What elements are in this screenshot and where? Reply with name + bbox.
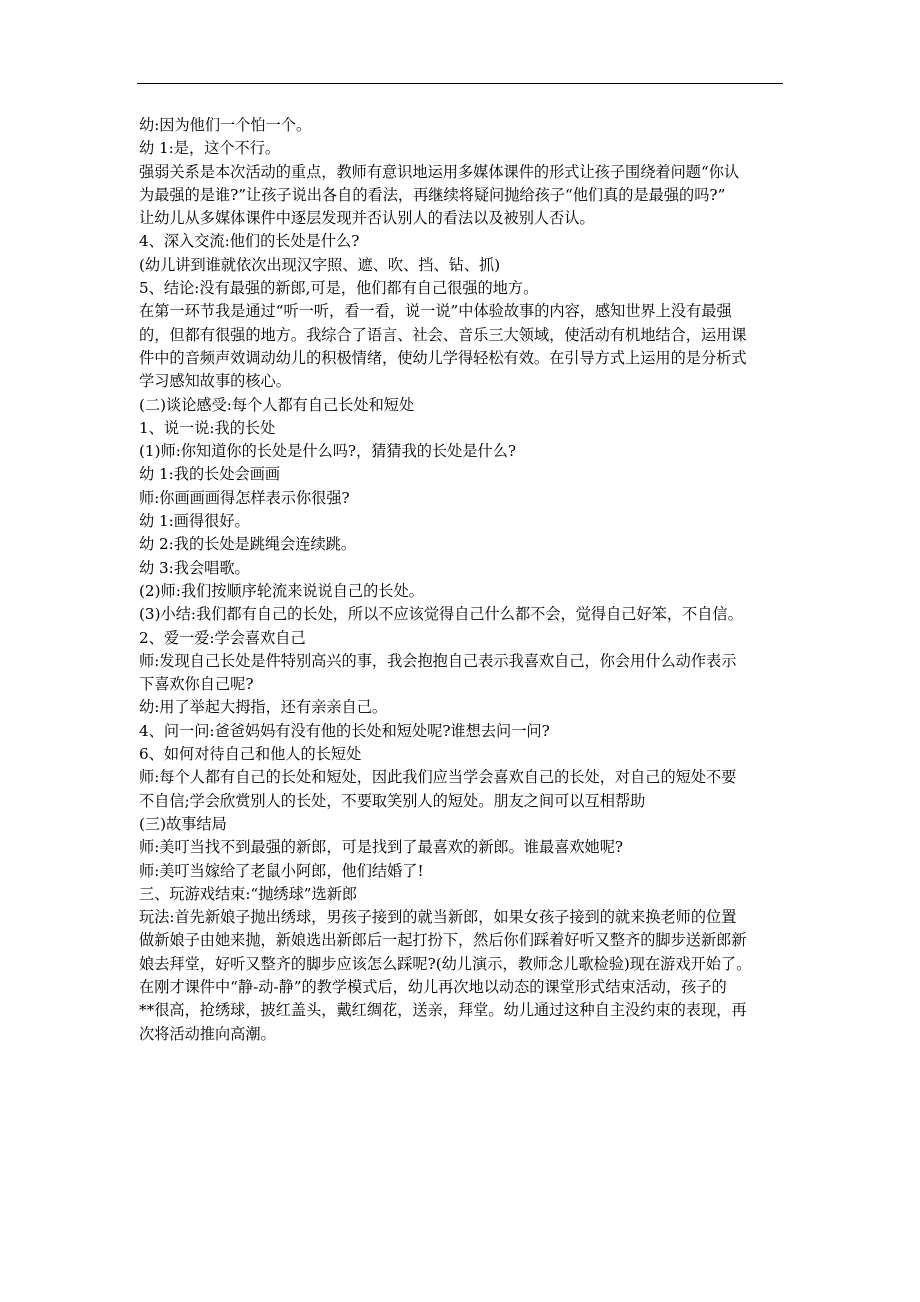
paragraph [139, 627, 787, 650]
paragraph [139, 510, 787, 533]
paragraph [139, 766, 787, 813]
text-line: **很高，抢绣球，披红盖头，戴红绸花，送亲，拜堂。幼儿通过这种自主没约束的表现，再 [139, 1001, 747, 1020]
paragraph [139, 300, 787, 393]
text-line: 4、问一问:爸爸妈妈有没有他的长处和短处呢?谁想去问一问? [139, 721, 550, 740]
text-line: 师:你画画画得怎样表示你很强? [139, 488, 350, 507]
paragraph [139, 603, 787, 626]
paragraph [139, 440, 787, 463]
text-line: 让幼儿从多媒体课件中逐层发现并否认别人的看法以及被别人否认。 [139, 209, 595, 228]
text-line: 幼 1:画得很好。 [139, 512, 250, 531]
text-line: 师:每个人都有自己的长处和短处，因此我们应当学会喜欢自己的长处，对自己的短处不要 [139, 768, 737, 787]
paragraph [139, 277, 787, 300]
text-line: 1、说一说:我的长处 [139, 418, 276, 437]
paragraph [139, 580, 787, 603]
paragraph [139, 557, 787, 580]
header-rule [137, 83, 783, 84]
paragraph [139, 813, 787, 836]
text-line: (1)师:你知道你的长处是什么吗?，猜猜我的长处是什么? [139, 442, 517, 461]
paragraph [139, 463, 787, 486]
paragraph [139, 114, 787, 137]
text-line: 师:美叮当嫁给了老鼠小阿郎，他们结婚了! [139, 861, 424, 880]
text-line: 学习感知故事的核心。 [139, 372, 291, 391]
text-line: (幼儿讲到谁就依次出现汉字照、遮、吹、挡、钻、抓) [139, 255, 501, 274]
text-line: 幼:用了举起大拇指，还有亲亲自己。 [139, 698, 388, 717]
paragraph [139, 137, 787, 160]
paragraph [139, 860, 787, 883]
text-line: 2、爱一爱:学会喜欢自己 [139, 628, 306, 647]
text-line: 为最强的是谁?”让孩子说出各自的看法，再继续将疑问抛给孩子“他们真的是最强的吗?” [139, 185, 726, 204]
paragraph [139, 836, 787, 859]
paragraph [139, 417, 787, 440]
text-line: 幼 1:我的长处会画画 [139, 465, 281, 484]
text-line: 三、玩游戏结束:“抛绣球”选新郎 [139, 884, 358, 903]
text-line: 强弱关系是本次活动的重点，教师有意识地运用多媒体课件的形式让孩子围绕着问题“你认 [139, 162, 740, 181]
text-line: 师:美叮当找不到最强的新郎，可是找到了最喜欢的新郎。谁最喜欢她呢? [139, 838, 624, 857]
text-line: 件中的音频声效调动幼儿的积极情绪，使幼儿学得轻松有效。在引导方式上运用的是分析式 [139, 348, 747, 367]
paragraph [139, 883, 787, 906]
text-line: 不自信;学会欣赏别人的长处，不要取笑别人的短处。朋友之间可以互相帮助 [139, 791, 646, 810]
document-body [139, 114, 787, 1046]
text-line: 在第一环节我是通过“听一听，看一看，说一说”中体验故事的内容，感知世界上没有最强 [139, 302, 732, 321]
text-line: 5、结论:没有最强的新郎,可是，他们都有自己很强的地方。 [139, 279, 539, 298]
paragraph [139, 533, 787, 556]
text-line: 在刚才课件中“静-动-静”的教学模式后，幼儿再次地以动态的课堂形式结束活动，孩子的 [139, 977, 727, 996]
text-line: 做新娘子由她来抛，新娘选出新郎后一起打扮下，然后你们踩着好听又整齐的脚步送新郎新 [139, 931, 747, 950]
text-line: 幼:因为他们一个怕一个。 [139, 116, 312, 134]
text-line: 师:发现自己长处是件特别高兴的事，我会抱抱自己表示我喜欢自己，你会用什么动作表示 [139, 651, 737, 670]
paragraph [139, 743, 787, 766]
text-line: 次将活动推向高潮。 [139, 1024, 276, 1043]
text-line: 幼 2:我的长处是跳绳会连续跳。 [139, 535, 357, 554]
text-line: 幼 1:是，这个不行。 [139, 139, 281, 158]
paragraph [139, 254, 787, 277]
text-line: (二)谈论感受:每个人都有自己长处和短处 [139, 395, 415, 414]
text-line: (3)小结:我们都有自己的长处，所以不应该觉得自己什么都不会，觉得自己好笨，不自信。 [139, 605, 743, 624]
text-line: 玩法:首先新娘子抛出绣球，男孩子接到的就当新郎，如果女孩子接到的就来换老师的位置 [139, 908, 737, 927]
paragraph [139, 394, 787, 417]
paragraph [139, 906, 787, 1046]
paragraph [139, 161, 787, 231]
text-line: 娘去拜堂，好听又整齐的脚步应该怎么踩呢?(幼儿演示，教师念儿歌检验)现在游戏开始了。 [139, 954, 752, 973]
paragraph [139, 487, 787, 510]
text-line: 6、如何对待自己和他人的长短处 [139, 745, 362, 764]
text-line: (2)师:我们按顺序轮流来说说自己的长处。 [139, 581, 424, 600]
paragraph [139, 650, 787, 697]
text-line: (三)故事结局 [139, 814, 227, 833]
paragraph [139, 720, 787, 743]
text-line: 的，但都有很强的地方。我综合了语言、社会、音乐三大领域，使活动有机地结合，运用课 [139, 325, 747, 344]
paragraph [139, 230, 787, 253]
paragraph [139, 696, 787, 719]
text-line: 下喜欢你自己呢? [139, 675, 254, 694]
text-line: 幼 3:我会唱歌。 [139, 558, 250, 577]
text-line: 4、深入交流:他们的长处是什么? [139, 232, 360, 251]
